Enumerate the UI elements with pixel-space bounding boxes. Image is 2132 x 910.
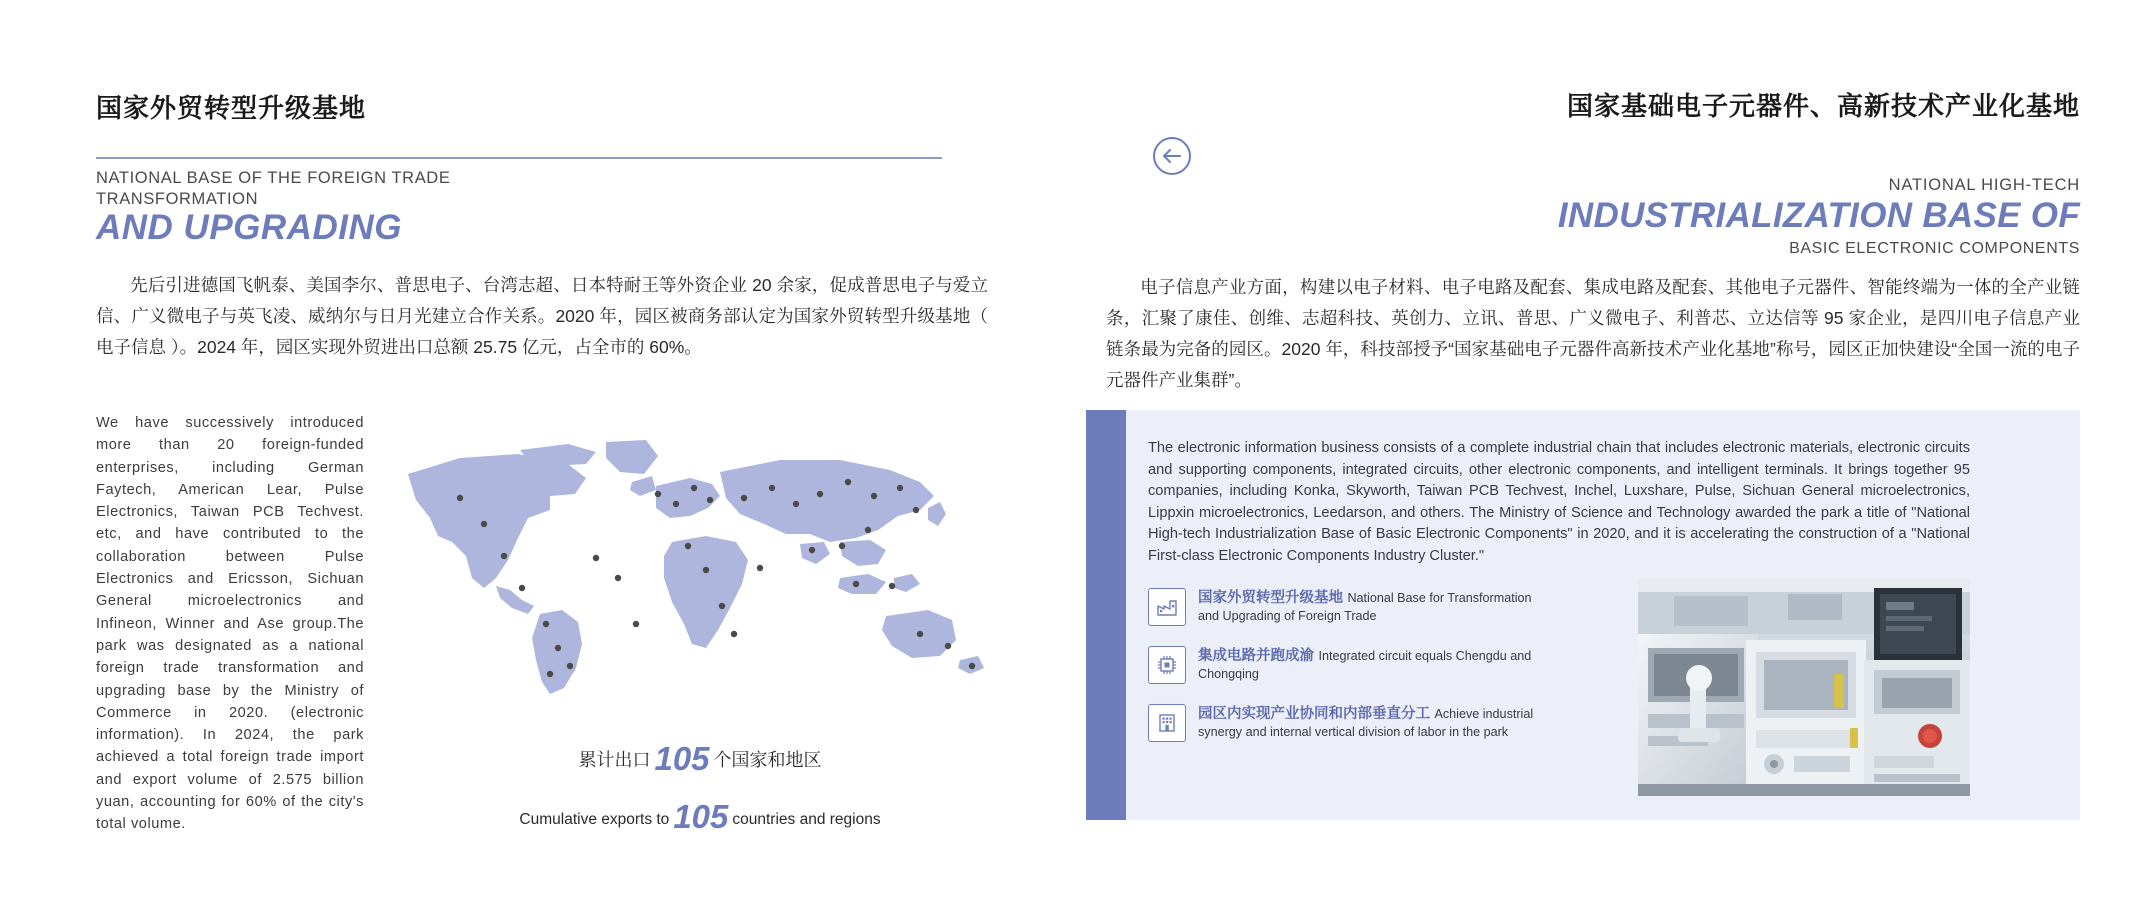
export-stat-en-suffix: countries and regions	[732, 811, 881, 828]
chip-glyph	[1156, 654, 1178, 676]
left-page-title: 国家外贸转型升级基地	[96, 93, 367, 123]
export-stat-cn-suffix: 个国家和地区	[713, 750, 822, 770]
panel-accent-bar	[1086, 410, 1126, 820]
map-landmasses	[408, 440, 984, 694]
chip-icon	[1148, 646, 1186, 684]
feature-title-cn: 集成电路并跑成渝	[1198, 648, 1314, 664]
right-english-headline: INDUSTRIALIZATION BASE OF	[1557, 196, 2080, 235]
list-item	[1148, 588, 1548, 626]
feature-title-en: National Base for Transformation and Upgrading of Foreign Trade	[1198, 591, 1532, 623]
export-stat-cn-prefix: 累计出口	[578, 750, 651, 770]
feature-title-cn: 园区内实现产业协同和内部垂直分工	[1198, 706, 1430, 722]
left-chinese-paragraph	[96, 270, 988, 363]
left-chinese-paragraph-text: 先后引进德国飞帆泰、美国李尔、普思电子、台湾志超、日本特耐王等外资企业 20 余家，促成普思电子与爱立信、广义微电子与英飞凌、威纳尔与日月光建立合作关系。2020 年，园区被商务部认定为国家外贸转型升级基地（ 电子信息 ）。2024 年，园区实现外贸进出口总额 25.75 亿元，占全市的 60%。	[96, 275, 988, 357]
export-stat-en-prefix: Cumulative exports to	[519, 811, 670, 828]
photo-illustration	[1638, 578, 1970, 796]
feature-title-en: Integrated circuit equals Chengdu and Chongqing	[1198, 649, 1532, 681]
left-english-subtitle: NATIONAL BASE OF THE FOREIGN TRADE TRANSFORMATION	[96, 169, 451, 208]
feature-text	[1198, 646, 1548, 683]
back-arrow-icon[interactable]	[1153, 137, 1191, 175]
export-stat-english	[400, 798, 1000, 836]
left-english-paragraph: We have successively introduced more than 20 foreign-funded enterprises, including German Faytech, American Lear, Pulse Electronics, Taiwan PCB Techvest. etc, and have contributed to the collaboration between Pulse Electronics and Ericsson, Sichuan General microelectronics and Infineon, Winner and Ase group.The park was designated as a national foreign trade transformation and upgrading base by the Ministry of Commerce in 2020. (electronic information). In 2024, the park achieved a total foreign trade import and export volume of 2.575 billion yuan, accounting for 60% of the city's total volume.	[96, 415, 364, 833]
right-english-eyebrow: NATIONAL HIGH-TECH	[1888, 176, 2080, 194]
building-icon	[1148, 704, 1186, 742]
factory-glyph	[1156, 596, 1178, 618]
right-page-title: 国家基础电子元器件、高新技术产业化基地	[1566, 91, 2080, 121]
feature-list	[1148, 588, 1548, 762]
clean-room-electronics-production-photo	[1638, 578, 1970, 796]
back-arrow-glyph	[1162, 149, 1182, 163]
export-stat-number-en: 105	[673, 798, 729, 835]
right-page	[1066, 0, 2132, 910]
left-title-divider	[96, 157, 942, 159]
building-glyph	[1156, 712, 1178, 734]
feature-text	[1198, 704, 1548, 741]
export-stat-number-cn: 105	[654, 740, 710, 777]
feature-title-en: Achieve industrial synergy and internal vertical division of labor in the park	[1198, 707, 1534, 739]
right-english-subtitle: BASIC ELECTRONIC COMPONENTS	[1789, 240, 2080, 257]
highlight-panel	[1086, 410, 2080, 820]
right-chinese-paragraph	[1106, 272, 2080, 396]
world-map-svg	[400, 438, 1000, 698]
export-stat-chinese	[400, 740, 1000, 778]
right-chinese-paragraph-text: 电子信息产业方面，构建以电子材料、电子电路及配套、集成电路及配套、其他电子元器件、智能终端为一体的全产业链条，汇聚了康佳、创维、志超科技、英创力、立讯、普思、广义微电子、利普芯、立达信等 95 家企业，是四川电子信息产业链条最为完备的园区。2020 年，科技部授予“国家基础电子元器件高新技术产业化基地”称号，园区正加快建设“全国一流的电子元器件产业集群”。	[1106, 277, 2080, 390]
feature-title-cn: 国家外贸转型升级基地	[1198, 590, 1343, 606]
factory-icon	[1148, 588, 1186, 626]
panel-english-paragraph: The electronic information business consists of a complete industrial chain that includes electronic materials, electronic circuits and supporting components, integrated circuits, other electronic components, and intelligent terminals. It brings together 95 companies, including Konka, Skyworth, Taiwan PCB Techvest, Inchel, Luxshare, Pulse, Sichuan General microelectronics, Lippxin microelectronics, Leedarson, and others. The Ministry of Science and Technology awarded the park a title of "National High-tech Industrialization Base of Basic Electronic Components" in 2020, and it is accelerating the construction of a "National First-class Electronic Components Industry Cluster."	[1148, 440, 1970, 564]
list-item	[1148, 646, 1548, 684]
world-map	[400, 438, 1000, 698]
left-english-headline: AND UPGRADING	[96, 208, 402, 247]
list-item	[1148, 704, 1548, 742]
feature-text	[1198, 588, 1548, 625]
